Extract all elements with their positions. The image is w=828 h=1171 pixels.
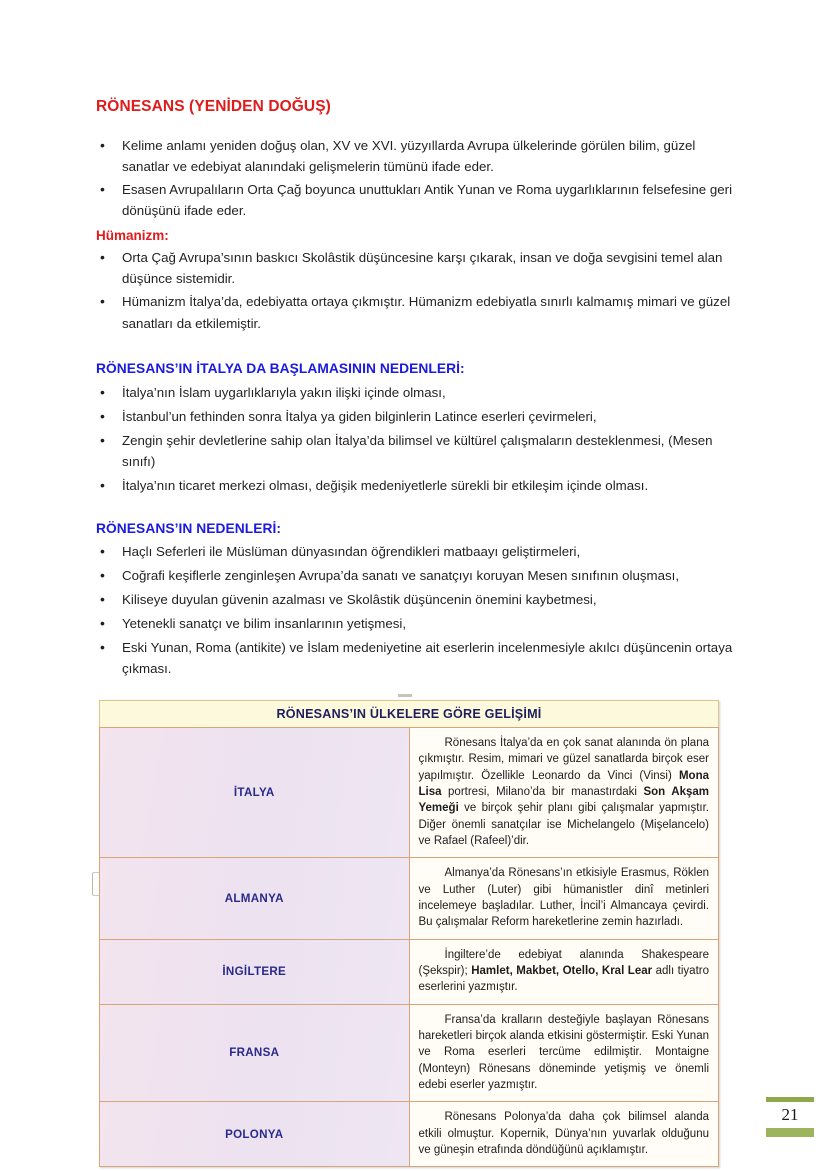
list-item: • İtalya’nın ticaret merkezi olması, değişik medeniyetlerle sürekli bir etkileşim içinde olması. bbox=[96, 475, 744, 496]
country-desc-cell: Rönesans İtalya’da en çok sanat alanında ön plana çıkmıştır. Resim, mimari ve güzel sanatlarda birçok eser yapılmıştır. Özellikle Leonardo da Vinci (Vinsi) Mona Lisa portresi, Milano’da bir manastırdaki Son Akşam Yemeği ve birçok şehir planı gibi çalışmalar yapmıştır. Diğer önemli sanatçılar ise Michelangelo (Mişelancelo) ve Rafael (Rafeel)’dir. bbox=[409, 728, 719, 858]
table-body bbox=[100, 728, 719, 1167]
list-item: • Yetenekli sanatçı ve bilim insanlarının yetişmesi, bbox=[96, 613, 744, 634]
country-desc-cell: İngiltere’de edebiyat alanında Shakespeare (Şekspir); Hamlet, Makbet, Otello, Kral Lear adlı tiyatro eserlerini yazmıştır. bbox=[409, 939, 719, 1004]
list-item: • Orta Çağ Avrupa’sının baskıcı Skolâstik düşüncesine karşı çıkarak, insan ve doğa sevgisini temel alan düşünce sistemidir. bbox=[96, 247, 744, 290]
table-title: RÖNESANS’IN ÜLKELERE GÖRE GELİŞİMİ bbox=[100, 701, 719, 728]
scan-artifact-top bbox=[398, 694, 412, 697]
list-item: • Kelime anlamı yeniden doğuş olan, XV ve XVI. yüzyıllarda Avrupa ülkelerinde görülen bilim, güzel sanatlar ve edebiyat alanındaki gelişmelerin tümünü ifade eder. bbox=[96, 135, 744, 178]
country-name-cell: FRANSA bbox=[100, 1004, 410, 1102]
list-item: • Esasen Avrupalıların Orta Çağ boyunca unuttukları Antik Yunan ve Roma uygarlıklarının felsefesine geri dönüşünü ifade eder. bbox=[96, 179, 744, 222]
list-item: • Kiliseye duyulan güvenin azalması ve Skolâstik düşüncenin önemini kaybetmesi, bbox=[96, 589, 744, 610]
country-desc-cell: Almanya’da Rönesans’ın etkisiyle Erasmus, Röklen ve Luther (Luter) gibi hümanistler dinî metinleri incelemeye başladılar. Luther, İncil’i Almancaya çevirdi. Bu çalışmalar Reform hareketlerine zemin hazırladı. bbox=[409, 858, 719, 939]
country-name-cell: POLONYA bbox=[100, 1102, 410, 1167]
list-item: • Haçlı Seferleri ile Müslüman dünyasından öğrendikleri matbaayı geliştirmeleri, bbox=[96, 541, 744, 562]
document-body bbox=[96, 98, 744, 682]
section-spacer bbox=[96, 335, 744, 361]
country-name-cell: İTALYA bbox=[100, 728, 410, 858]
table-row bbox=[100, 728, 719, 858]
table-header-row bbox=[100, 701, 719, 728]
heading-nedenleri: RÖNESANS’IN NEDENLERİ: bbox=[96, 520, 282, 536]
table-row bbox=[100, 858, 719, 939]
humanizm-bullet-list bbox=[96, 247, 744, 334]
page-title: RÖNESANS (YENİDEN DOĞUŞ) bbox=[96, 98, 331, 115]
list-item: • Zengin şehir devletlerine sahip olan İtalya’da bilimsel ve kültürel çalışmaların desteklenmesi, (Mesen sınıfı) bbox=[96, 430, 744, 472]
country-desc-cell: Fransa’da kralların desteğiyle başlayan Rönesans hareketleri birçok alanda etkisini göstermiştir. Eski Yunan ve Roma eserleri tercüme edilmiştir. Montaigne (Monteyn) Rönesans döneminde yetişmiş ve önemli edebi eserler yazmıştır. bbox=[409, 1004, 719, 1102]
country-desc-cell: Rönesans Polonya’da daha çok bilimsel alanda etkili olmuştur. Kopernik, Dünya’nın yuvarlak olduğunu ve güneşin etrafında döndüğünü açıklamıştır. bbox=[409, 1102, 719, 1167]
nedenleri-bullet-list bbox=[96, 541, 744, 679]
page-number-block bbox=[766, 1097, 814, 1137]
list-item: • Coğrafi keşiflerle zenginleşen Avrupa’da sanatı ve sanatçıyı koruyan Mesen sınıfının oluşması, bbox=[96, 565, 744, 586]
table-row bbox=[100, 1102, 719, 1167]
italya-nedenleri-bullet-list bbox=[96, 382, 744, 496]
heading-humanizm: Hümanizm: bbox=[96, 227, 169, 243]
section-spacer bbox=[96, 499, 744, 521]
table-row bbox=[100, 1004, 719, 1102]
countries-table-wrapper bbox=[99, 700, 719, 1167]
list-item: • İstanbul’un fethinden sonra İtalya ya giden bilginlerin Latince eserleri çevirmeleri, bbox=[96, 406, 744, 427]
country-name-cell: İNGİLTERE bbox=[100, 939, 410, 1004]
countries-table bbox=[99, 700, 719, 1167]
list-item: • İtalya’nın İslam uygarlıklarıyla yakın ilişki içinde olması, bbox=[96, 382, 744, 403]
page-number-bar-bottom bbox=[766, 1128, 814, 1137]
list-item: • Hümanizm İtalya’da, edebiyatta ortaya çıkmıştır. Hümanizm edebiyatla sınırlı kalmamış mimari ve güzel sanatları da etkilemiştir. bbox=[96, 291, 744, 334]
table-row bbox=[100, 939, 719, 1004]
intro-bullet-list bbox=[96, 135, 744, 222]
country-name-cell: ALMANYA bbox=[100, 858, 410, 939]
page-number-bar-top bbox=[766, 1097, 814, 1102]
page-number: 21 bbox=[781, 1105, 799, 1124]
list-item: • Eski Yunan, Roma (antikite) ve İslam medeniyetine ait eserlerin incelenmesiyle akılcı düşüncenin ortaya çıkması. bbox=[96, 637, 744, 679]
heading-italya-nedenleri: RÖNESANS’IN İTALYA DA BAŞLAMASININ NEDENLERİ: bbox=[96, 361, 465, 377]
